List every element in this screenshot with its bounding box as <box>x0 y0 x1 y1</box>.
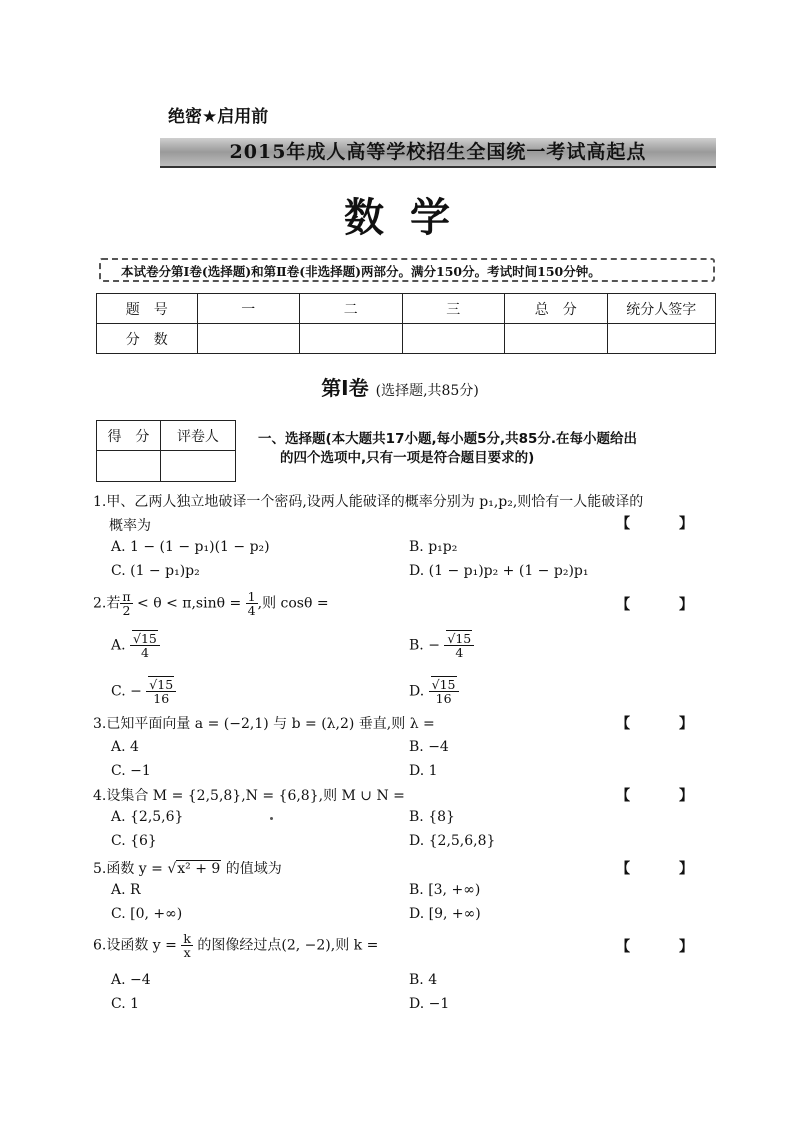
fraction <box>429 678 459 705</box>
option-d[interactable]: D. 1 <box>409 763 438 779</box>
fraction <box>181 932 193 959</box>
score-input-cell[interactable] <box>197 324 299 354</box>
part-line: 一、选择题(本大题共17小题,每小题5分,共85分.在每小题给出 <box>258 431 638 447</box>
question-6 <box>93 932 715 1017</box>
option-label: B. − <box>409 637 440 654</box>
grader-input-cell[interactable] <box>160 451 235 482</box>
stem-text: 5.函数 y = <box>93 861 168 877</box>
stem-text: 的图像经过点(2, −2),则 k = <box>192 937 379 954</box>
fraction <box>120 590 132 617</box>
sqrt: √15 <box>447 631 472 646</box>
radicand: x² + 9 <box>177 861 221 877</box>
option-c[interactable]: C. −1 <box>111 763 151 779</box>
option-b[interactable]: B. {8} <box>409 809 455 825</box>
option-b[interactable]: B. [3, +∞) <box>409 882 481 898</box>
question-stem: 3.已知平面向量 a = (−2,1) 与 b = (λ,2) 垂直,则 λ = <box>93 716 435 732</box>
denominator: 4 <box>247 603 256 617</box>
score-table-score-row <box>97 324 716 354</box>
numerator <box>130 632 160 646</box>
option-a[interactable] <box>111 632 160 659</box>
answer-bracket[interactable]: 【 】 <box>616 516 715 532</box>
fraction <box>130 632 160 659</box>
grader-cell: 评卷人 <box>160 421 235 451</box>
option-d[interactable]: D. −1 <box>409 996 450 1012</box>
option-d[interactable]: D. (1 − p₁)p₂ + (1 − p₂)p₁ <box>409 563 589 579</box>
denominator: x <box>183 945 191 959</box>
stem-text: < θ < π,sinθ = <box>132 595 246 612</box>
fraction <box>146 678 176 705</box>
exam-notice: 本试卷分第Ⅰ卷(选择题)和第Ⅱ卷(非选择题)两部分。满分150分。考试时间150分钟。 <box>99 258 715 282</box>
sqrt: √15 <box>431 677 456 692</box>
fraction <box>246 590 258 617</box>
option-b[interactable]: B. 4 <box>409 972 438 988</box>
score-table <box>96 293 716 354</box>
stem-text: 6.设函数 y = <box>93 937 182 954</box>
denominator: 16 <box>435 691 452 706</box>
question-stem: 1.甲、乙两人独立地破译一个密码,设两人能破译的概率分别为 p₁,p₂,则恰有一人能破译的 <box>93 494 644 510</box>
option-c[interactable]: C. {6} <box>111 833 157 849</box>
score-cell: 分 数 <box>97 324 198 354</box>
score-cell: 题 号 <box>97 294 198 324</box>
sqrt-sign: √ <box>167 861 177 877</box>
option-d[interactable] <box>409 678 459 705</box>
option-d[interactable]: D. {2,5,6,8} <box>409 833 496 849</box>
option-label: A. <box>111 637 126 654</box>
option-b[interactable] <box>409 632 474 659</box>
section-name: 第Ⅰ卷 <box>321 376 369 400</box>
question-stem: 4.设集合 M = {2,5,8},N = {6,8},则 M ∪ N = <box>93 788 405 804</box>
section-title <box>200 372 600 401</box>
confidential-label: 绝密★启用前 <box>168 107 269 127</box>
question-5 <box>93 858 715 924</box>
numerator <box>444 632 474 646</box>
sqrt: √15 <box>149 677 174 692</box>
option-a[interactable]: A. −4 <box>111 972 151 988</box>
subject-title: 数学 <box>344 195 476 241</box>
print-speck <box>270 817 273 820</box>
option-c[interactable]: C. [0, +∞) <box>111 906 183 922</box>
score-cell: 总 分 <box>504 294 607 324</box>
score-input-cell[interactable] <box>607 324 715 354</box>
question-4 <box>93 785 715 851</box>
score-input-cell[interactable] <box>300 324 402 354</box>
option-c[interactable]: C. 1 <box>111 996 140 1012</box>
part-line: 的四个选项中,只有一项是符合题目要求的) <box>280 450 535 466</box>
question-1 <box>93 491 715 581</box>
score-cell: 统分人签字 <box>607 294 715 324</box>
exam-banner <box>160 138 716 168</box>
question-stem: 概率为 <box>109 518 151 534</box>
answer-bracket[interactable]: 【 】 <box>616 861 715 877</box>
part-instructions <box>258 430 718 468</box>
grader-table <box>96 420 236 482</box>
exam-title: 2015年成人高等学校招生全国统一考试高起点 <box>229 141 647 163</box>
option-b[interactable]: B. p₁p₂ <box>409 539 458 555</box>
answer-bracket[interactable]: 【 】 <box>616 716 715 732</box>
question-3 <box>93 713 715 779</box>
stem-text: ,则 cosθ = <box>257 595 329 612</box>
denominator: 16 <box>153 691 170 706</box>
denominator: 2 <box>122 603 131 617</box>
score-cell: 一 <box>197 294 299 324</box>
denominator: 4 <box>140 645 149 660</box>
option-c[interactable]: C. (1 − p₁)p₂ <box>111 563 200 579</box>
score-cell: 二 <box>300 294 402 324</box>
option-label: C. − <box>111 683 142 700</box>
numerator <box>429 678 459 692</box>
question-2 <box>93 590 715 715</box>
stem-text: 的值域为 <box>221 861 282 877</box>
option-label: D. <box>409 683 425 700</box>
option-d[interactable]: D. [9, +∞) <box>409 906 481 922</box>
fraction <box>444 632 474 659</box>
stem-text: 2.若 <box>93 595 121 612</box>
option-a[interactable]: A. 1 − (1 − p₁)(1 − p₂) <box>111 539 270 555</box>
denominator: 4 <box>455 645 464 660</box>
sqrt: √15 <box>133 631 157 646</box>
score-table-header-row <box>97 294 716 324</box>
option-a[interactable]: A. R <box>111 882 141 898</box>
numerator: π <box>122 590 131 604</box>
section-subtitle: (选择题,共85分) <box>375 383 479 399</box>
score-cell: 三 <box>402 294 504 324</box>
option-b[interactable]: B. −4 <box>409 739 449 755</box>
score-input-cell[interactable] <box>504 324 607 354</box>
option-a[interactable]: A. {2,5,6} <box>111 809 184 825</box>
answer-bracket[interactable]: 【 】 <box>616 939 715 955</box>
grader-cell: 得 分 <box>97 421 161 451</box>
option-c[interactable] <box>111 678 176 705</box>
answer-bracket[interactable]: 【 】 <box>616 597 715 613</box>
grader-input-cell[interactable] <box>97 451 161 482</box>
numerator: 1 <box>247 590 256 604</box>
score-input-cell[interactable] <box>402 324 504 354</box>
answer-bracket[interactable]: 【 】 <box>616 788 715 804</box>
option-a[interactable]: A. 4 <box>111 739 139 755</box>
numerator <box>146 678 176 692</box>
numerator: k <box>183 932 191 946</box>
